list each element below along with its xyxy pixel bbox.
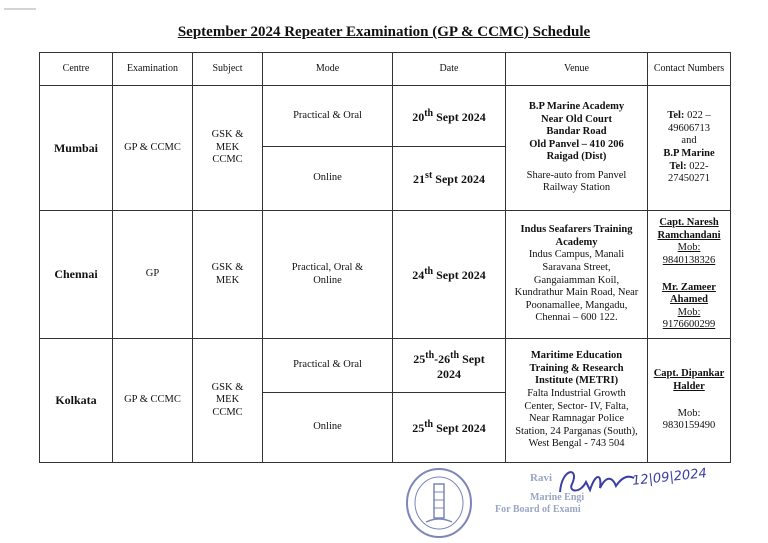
stamp-board: For Board of Exami: [495, 504, 581, 515]
exam-mumbai: GP & CCMC: [113, 86, 193, 211]
mode-chennai: Practical, Oral & Online: [263, 211, 393, 339]
stamp-designation: Marine Engi: [530, 492, 585, 503]
table-row-kolkata-1: [40, 339, 731, 393]
header-venue: Venue: [506, 53, 648, 86]
contact-mumbai: Tel: 022 – 49606713 and B.P Marine Tel: 022-27450271: [648, 86, 731, 211]
venue-mumbai: B.P Marine Academy Near Old Court Bandar Road Old Panvel – 410 206 Raigad (Dist) Share-auto from Panvel Railway Station: [506, 86, 648, 211]
exam-kolkata: GP & CCMC: [113, 339, 193, 463]
scan-mark: [0, 0, 40, 6]
subject-kolkata: GSK & MEK CCMC: [193, 339, 263, 463]
subject-chennai: GSK & MEK: [193, 211, 263, 339]
page-title: September 2024 Repeater Examination (GP & CCMC) Schedule: [177, 24, 591, 40]
seal-icon: [404, 466, 474, 540]
date-chennai: 24th Sept 2024: [393, 211, 506, 339]
mode-mumbai-practical: Practical & Oral: [263, 86, 393, 147]
header-date: Date: [393, 53, 506, 86]
schedule-table: [39, 52, 731, 463]
date-mumbai-online: 21st Sept 2024: [393, 147, 506, 211]
contact-chennai: Capt. Naresh Ramchandani Mob: 9840138326 Mr. Zameer Ahamed Mob: 9176600299: [648, 211, 731, 339]
header-examination: Examination: [113, 53, 193, 86]
contact-kolkata: Capt. Dipankar Halder Mob: 9830159490: [648, 339, 731, 463]
centre-chennai: Chennai: [40, 211, 113, 339]
signature-date: 12|09|2024: [631, 466, 708, 489]
date-mumbai-practical: 20th Sept 2024: [393, 86, 506, 147]
header-subject: Subject: [193, 53, 263, 86]
centre-mumbai: Mumbai: [40, 86, 113, 211]
centre-kolkata: Kolkata: [40, 339, 113, 463]
table-row-mumbai-1: [40, 86, 731, 147]
date-kolkata-practical: 25th-26th Sept 2024: [393, 339, 506, 393]
stamp-name: Ravi: [530, 472, 552, 484]
mode-kolkata-practical: Practical & Oral: [263, 339, 393, 393]
header-mode: Mode: [263, 53, 393, 86]
subject-mumbai: GSK & MEK CCMC: [193, 86, 263, 211]
signature-icon: [550, 462, 640, 502]
venue-chennai: Indus Seafarers Training Academy Indus Campus, Manali Saravana Street, Gangaiamman Koil, Kundrathur Main Road, Near Poonamallee, Mangadu, Chennai – 600 122.: [506, 211, 648, 339]
header-row: [40, 53, 731, 86]
date-kolkata-online: 25th Sept 2024: [393, 393, 506, 463]
venue-kolkata: Maritime Education Training & Research Institute (METRI) Falta Industrial Growth Center, Sector- IV, Falta, Near Ramnagar Police Station, 24 Parganas (South), West Bengal - 743 504: [506, 339, 648, 463]
exam-chennai: GP: [113, 211, 193, 339]
table-row-chennai: [40, 211, 731, 339]
mode-kolkata-online: Online: [263, 393, 393, 463]
signature-stamp-area: [400, 462, 730, 542]
mode-mumbai-online: Online: [263, 147, 393, 211]
header-centre: Centre: [40, 53, 113, 86]
header-contact: Contact Numbers: [648, 53, 731, 86]
